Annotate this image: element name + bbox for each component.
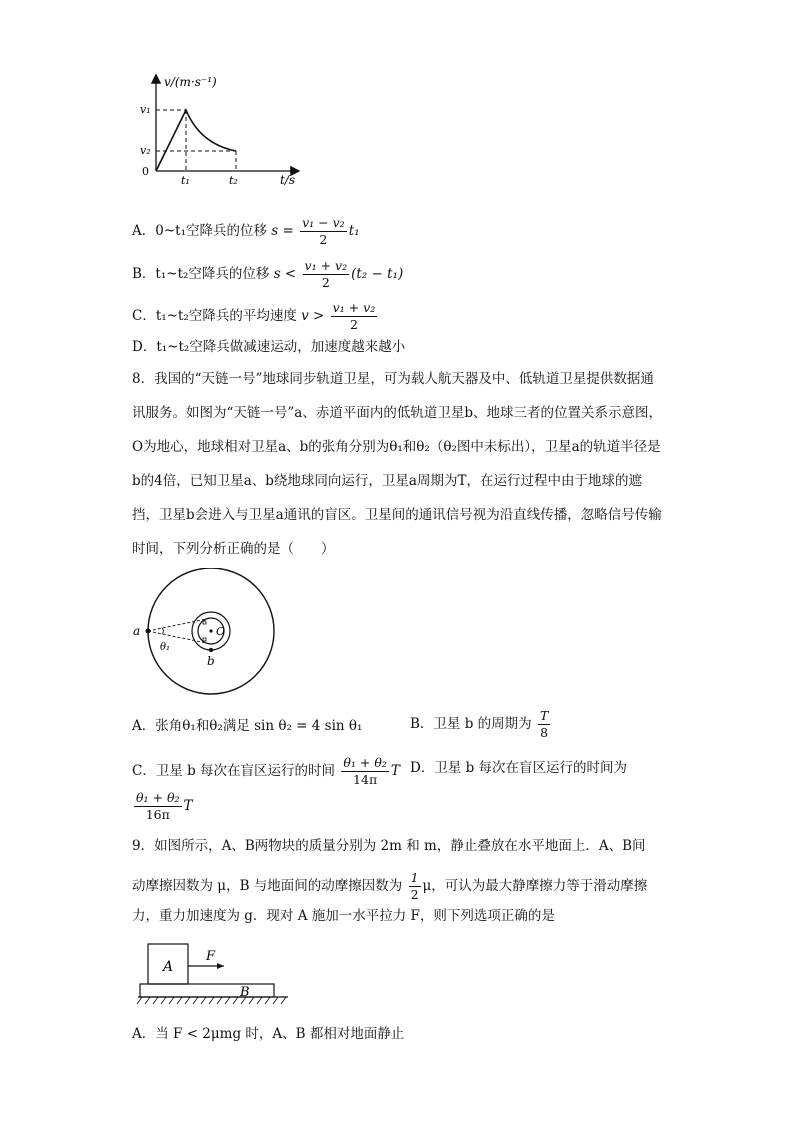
q8-option-a: A．张角θ₁和θ₂满足 sin θ₂ = 4 sin θ₁ [132,718,363,734]
block-b [140,984,274,997]
t1-label: t₁ [181,174,190,187]
q8-option-c: C．卫星 b 每次在盲区运行的时间 $\frac{\text{θ₁ + θ₂}}{14\pi}$ T [132,755,400,787]
q8-option-d: D．卫星 b 每次在盲区运行的时间为 [410,760,628,776]
satellite-a [146,629,151,634]
q9-line1: 9．如图所示，A、B两物块的质量分别为 2m 和 m，静止叠放在水平地面上．A、B间 [132,838,646,854]
q7-option-a: A．0~t₁空降兵的位移 s = $\frac{\text{v₁ − v₂}}{2}$ t₁ [132,215,360,247]
t2-label: t₂ [229,174,238,187]
v1-label: v₁ [140,103,151,116]
x-axis-label: t/s [280,173,296,187]
label-block-b: B [240,985,250,1000]
q9-option-a: A．当 F < 2μmg 时，A、B 都相对地面静止 [132,1026,405,1042]
label-force: F [206,949,216,964]
orbit-figure [128,568,293,698]
label-b: b [207,654,215,668]
v2-label: v₂ [140,144,151,157]
label-theta1: θ₁ [160,642,171,653]
blocks-figure [136,938,294,1010]
q8-option-d-formula: $\frac{\text{θ₁ + θ₂}}{16\pi}$ T [136,790,193,822]
q7-option-c: C．t₁~t₂空降兵的平均速度 v > $\frac{\text{v₁ + v₂}}{2}$ [132,300,376,332]
vt-graph [130,70,310,195]
q9-line2: 动摩擦因数为 μ，B 与地面间的动摩擦因数为 $\frac{1}{2}$ μ，可认为最大静摩擦力等于滑动摩擦 [132,870,648,902]
origin-label: 0 [142,165,149,178]
q8-option-b: B．卫星 b 的周期为 $\frac{T}{8}$ [410,708,549,740]
velocity-curve [156,110,236,171]
q7-option-d: D．t₁~t₂空降兵做减速运动，加速度越来越小 [132,339,406,355]
q9-line3: 力，重力加速度为 g．现对 A 施加一水平拉力 F，则下列选项正确的是 [132,908,555,924]
label-O: O [216,625,226,638]
satellite-b [209,648,213,652]
q8-stem: 8．我国的“天链一号”地球同步轨道卫星，可为载人航天器及中、低轨道卫星提供数据通讯服务。如图为“天链一号”a、赤道平面内的低轨道卫星b、地球三者的位置关系示意图，O为地心，地球相对卫星a、b的张角分别为θ₁和θ₂（θ₂图中未标出），卫星a的轨道半径是b的4倍，已知卫星a、b绕地球同向运行，卫星a周期为T，在运行过程中由于地球的遮挡，卫星b会进入与卫星a通讯的盲区。卫星间的通讯信号视为沿直线传播，忽略信号传输时间，下列分析正确的是（ ） [132,371,662,557]
label-block-a: A [163,959,174,975]
label-a: a [133,624,141,638]
y-axis-label: v/(m·s⁻¹) [164,75,217,89]
q7-option-b: B．t₁~t₂空降兵的位移 s < $\frac{\text{v₁ + v₂}}{2}$ (t₂ − t₁) [132,258,404,290]
